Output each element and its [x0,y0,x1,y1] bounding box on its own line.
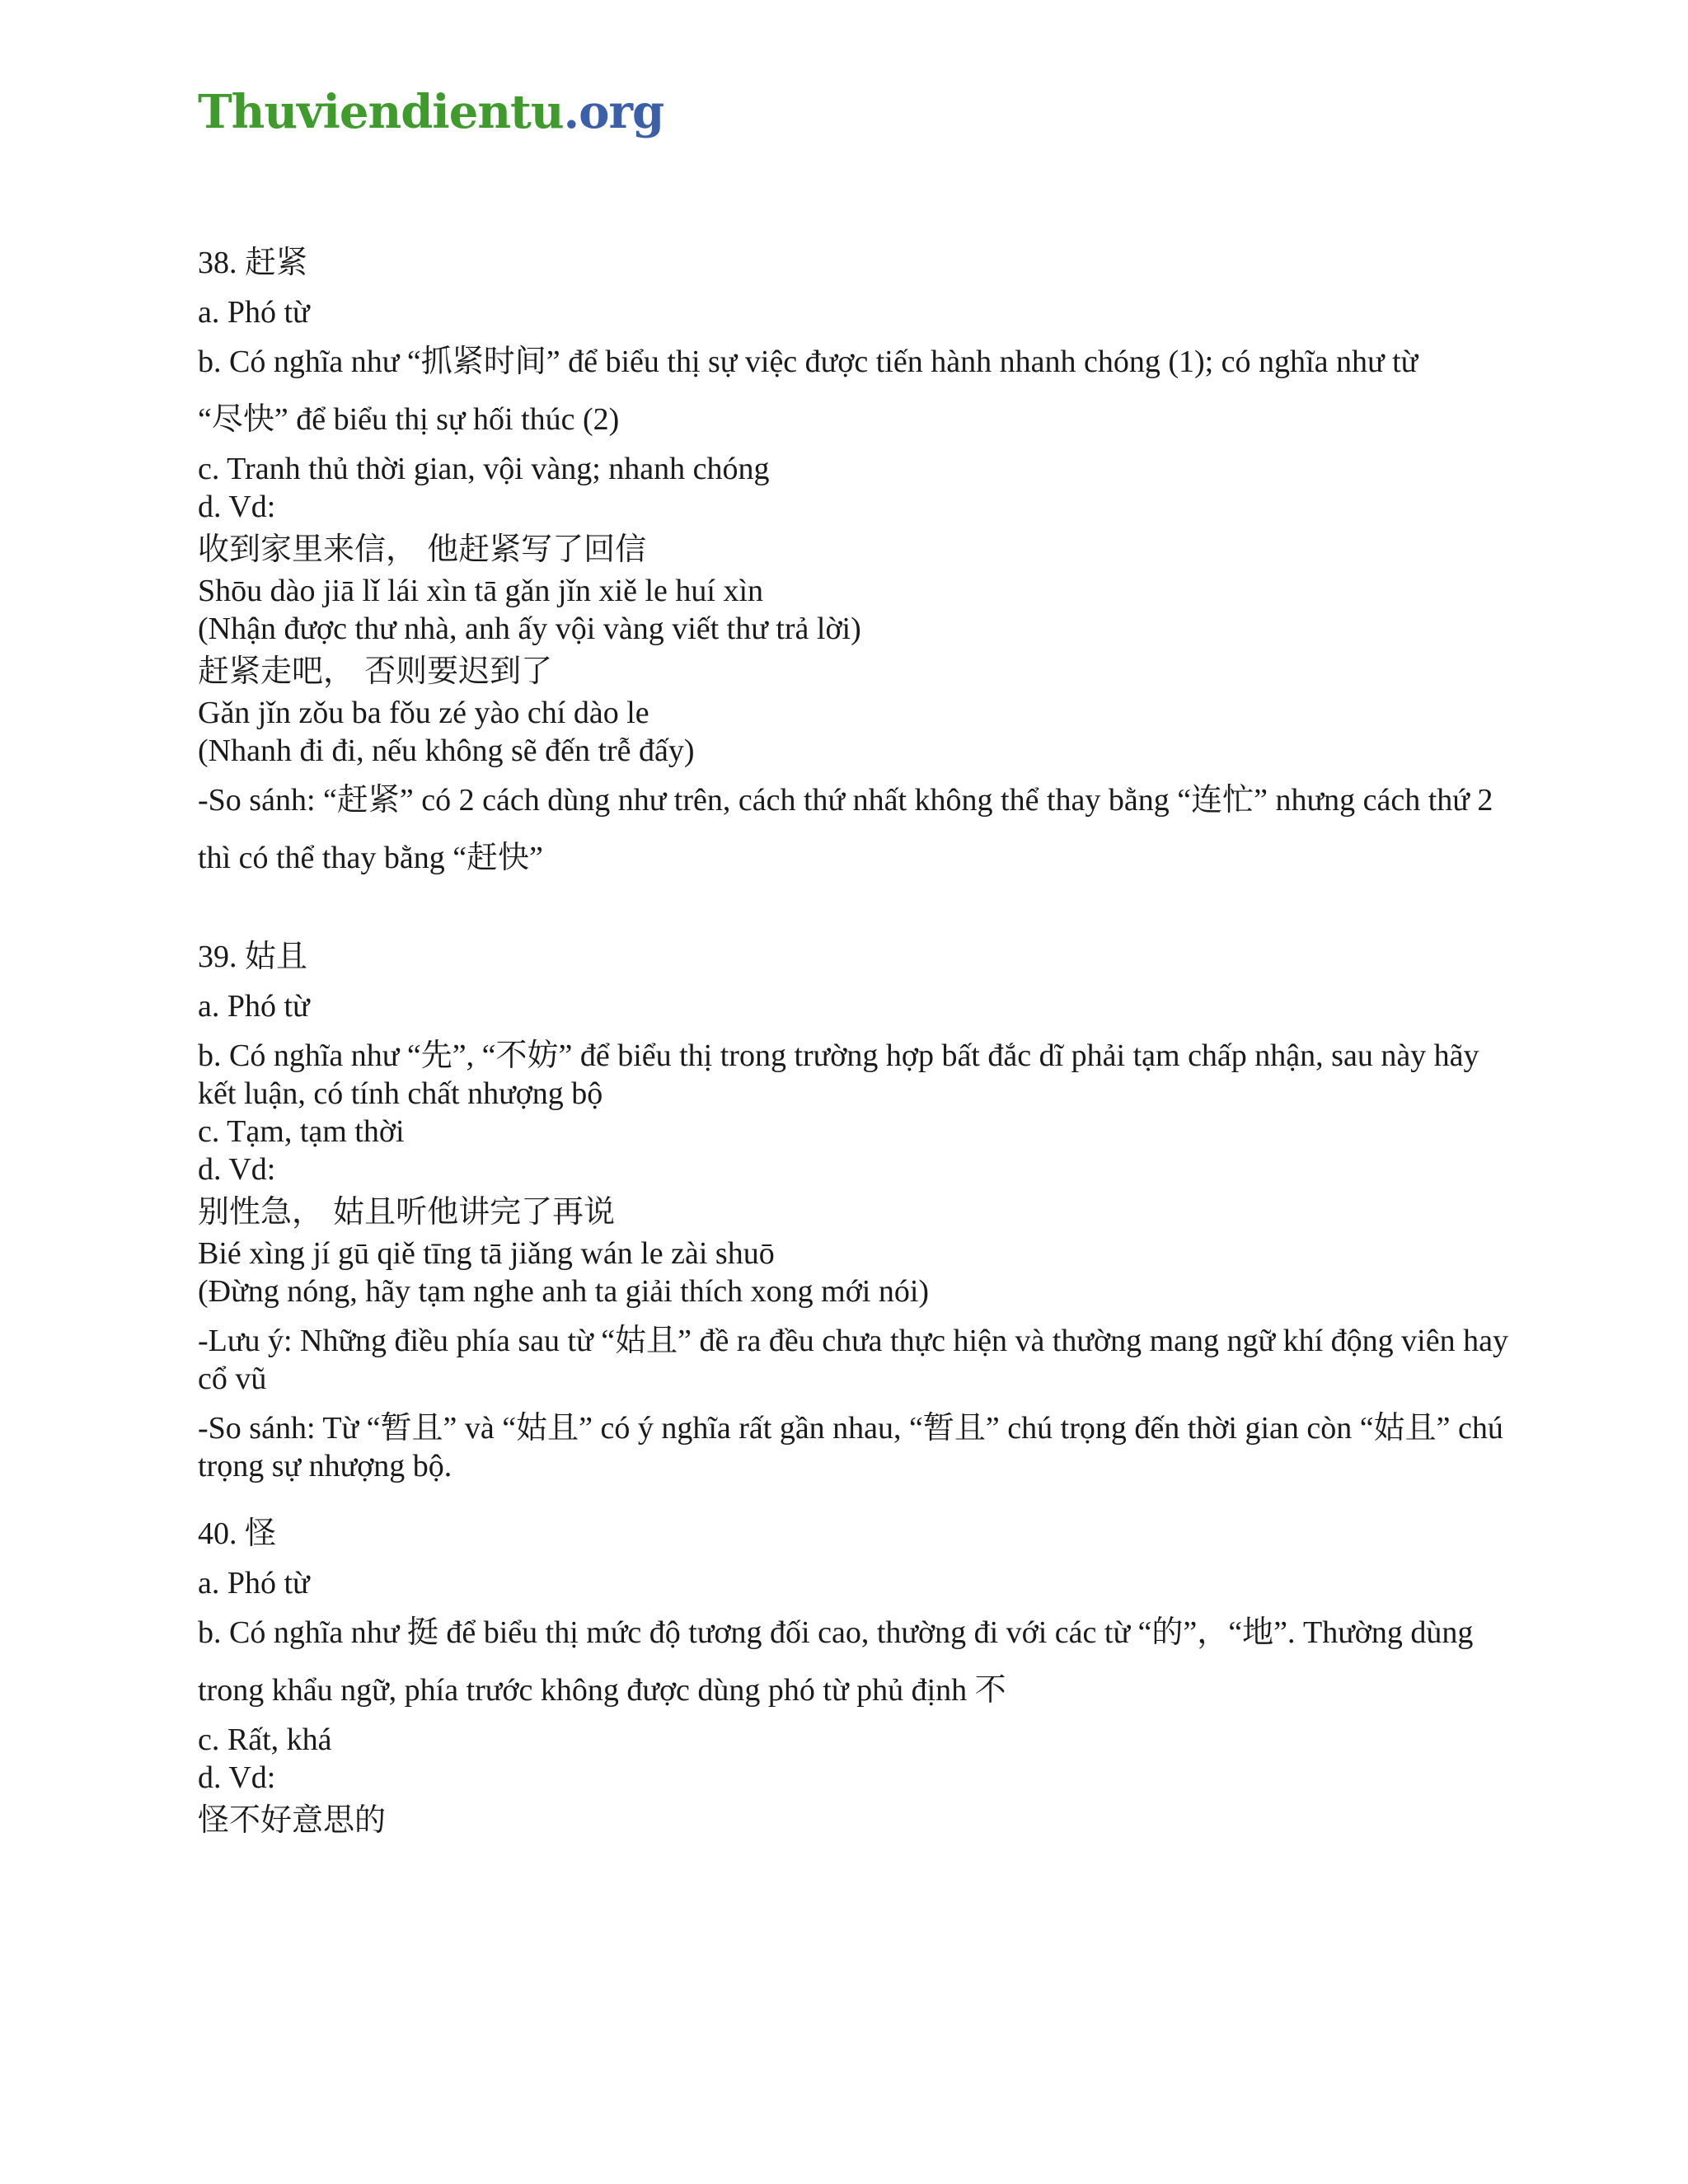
comparison-note-line2: thì có thể thay bằng “赶快” [198,841,543,875]
entry-heading: 39. 姑且 [198,940,308,974]
part-c: c. Tạm, tạm thời [198,1114,405,1149]
site-logo [198,85,664,139]
part-a: a. Phó từ [198,989,310,1024]
example-chinese: 收到家里来信， 他赶紧写了回信 [198,531,647,567]
part-b-line1: b. Có nghĩa như 挺 để biểu thị mức độ tương đối cao, thường đi với các từ “的”，“地”. Thường dùng [198,1615,1474,1650]
logo-text-domain: .org [563,85,664,139]
comparison-note-line1: -So sánh: Từ “暂且” và “姑且” có ý nghĩa rất gần nhau, “暂且” chú trọng đến thời gian còn “姑且” chú [198,1411,1503,1446]
part-d: d. Vd: [198,1152,276,1187]
part-b-line2: “尽快” để biểu thị sự hối thúc (2) [198,402,620,437]
entry-39 [198,938,1582,1485]
usage-note-line1: -Lưu ý: Những điều phía sau từ “姑且” đề ra đều chưa thực hiện và thường mang ngữ khí động viên hay [198,1324,1508,1358]
example-chinese: 怪不好意思的 [198,1802,387,1838]
example-translation: (Nhanh đi đi, nếu không sẽ đến trễ đấy) [198,733,695,768]
usage-note-line2: cổ vũ [198,1361,267,1396]
logo-text-main: Thuviendientu [198,85,564,139]
part-c: c. Tranh thủ thời gian, vội vàng; nhanh chóng [198,452,770,486]
entry-38 [198,244,1582,877]
example-pinyin: Shōu dào jiā lǐ lái xìn tā gǎn jǐn xiě le huí xìn [198,574,764,608]
entry-40 [198,1515,1582,1843]
part-a: a. Phó từ [198,1566,310,1601]
comparison-note-line2: trọng sự nhượng bộ. [198,1449,452,1483]
part-c: c. Rất, khá [198,1722,332,1757]
part-b-line1: b. Có nghĩa như “抓紧时间” để biểu thị sự việc được tiến hành nhanh chóng (1); có nghĩa như từ [198,344,1418,379]
entry-heading: 40. 怪 [198,1516,277,1551]
part-b-line1: b. Có nghĩa như “先”, “不妨” để biểu thị trong trường hợp bất đắc dĩ phải tạm chấp nhận, sau này hãy [198,1038,1479,1073]
example-pinyin: Gǎn jǐn zǒu ba fǒu zé yào chí dào le [198,696,649,730]
comparison-note-line1: -So sánh: “赶紧” có 2 cách dùng như trên, cách thứ nhất không thể thay bằng “连忙” nhưng cách thứ 2 [198,783,1493,818]
example-translation: (Nhận được thư nhà, anh ấy vội vàng viết thư trả lời) [198,612,861,646]
example-chinese: 赶紧走吧， 否则要迟到了 [198,653,553,689]
example-translation: (Đừng nóng, hãy tạm nghe anh ta giải thích xong mới nói) [198,1274,930,1309]
part-a: a. Phó từ [198,295,310,330]
part-d: d. Vd: [198,490,276,524]
part-b-line2: trong khẩu ngữ, phía trước không được dùng phó từ phủ định 不 [198,1673,1006,1708]
part-d: d. Vd: [198,1760,276,1795]
document-body [198,244,1582,1843]
part-b-line2: kết luận, có tính chất nhượng bộ [198,1076,603,1111]
example-pinyin: Bié xìng jí gū qiě tīng tā jiǎng wán le zài shuō [198,1236,775,1271]
example-chinese: 别性急， 姑且听他讲完了再说 [198,1193,616,1230]
entry-heading: 38. 赶紧 [198,246,308,280]
